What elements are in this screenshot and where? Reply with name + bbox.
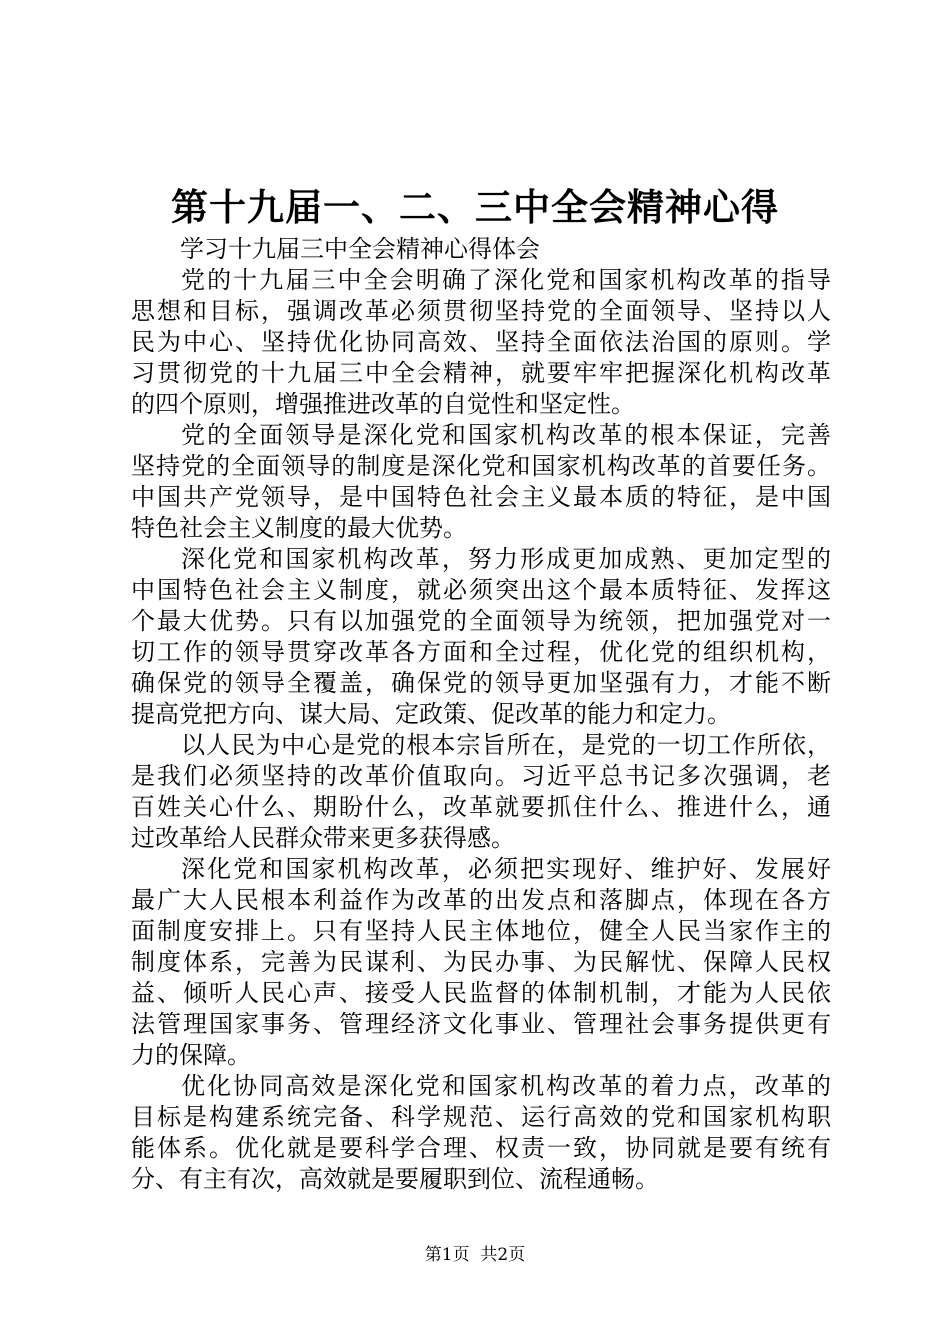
body-text-line: 个最大优势。只有以加强党的全面领导为统领，把加强党对一 (131, 607, 831, 635)
body-text-line: 是我们必须坚持的改革价值取向。习近平总书记多次强调，老 (131, 762, 831, 790)
body-text-line: 目标是构建系统完备、科学规范、运行高效的党和国家机构职 (131, 1103, 831, 1131)
body-text-line: 面制度安排上。只有坚持人民主体地位，健全人民当家作主的 (131, 917, 831, 945)
body-text-line: 切工作的领导贯穿改革各方面和全过程，优化党的组织机构， (131, 638, 831, 666)
body-text-line: 中国特色社会主义制度，就必须突出这个最本质特征、发挥这 (131, 576, 831, 604)
body-text-line: 的四个原则，增强推进改革的自觉性和坚定性。 (131, 390, 635, 418)
document-body (131, 265, 831, 1195)
document-subtitle: 学习十九届三中全会精神心得体会 (180, 235, 540, 263)
body-text-line: 党的十九届三中全会明确了深化党和国家机构改革的指导 (181, 266, 831, 294)
body-text-line: 民为中心、坚持优化协同高效、坚持全面依法治国的原则。学 (131, 328, 831, 356)
body-text-line: 能体系。优化就是要科学合理、权责一致，协同就是要有统有 (131, 1134, 831, 1162)
body-text-line: 过改革给人民群众带来更多获得感。 (131, 824, 515, 852)
body-text-line: 坚持党的全面领导的制度是深化党和国家机构改革的首要任务。 (131, 452, 831, 480)
body-text-line: 分、有主有次，高效就是要履职到位、流程通畅。 (131, 1165, 659, 1193)
body-text-line: 党的全面领导是深化党和国家机构改革的根本保证，完善 (181, 421, 831, 449)
body-text-line: 益、倾听人民心声、接受人民监督的体制机制，才能为人民依 (131, 979, 831, 1007)
body-text-line: 习贯彻党的十九届三中全会精神，就要牢牢把握深化机构改革 (131, 359, 831, 387)
body-text-line: 深化党和国家机构改革，努力形成更加成熟、更加定型的 (181, 545, 831, 573)
body-text-line: 以人民为中心是党的根本宗旨所在，是党的一切工作所依， (181, 731, 831, 759)
body-text-line: 思想和目标，强调改革必须贯彻坚持党的全面领导、坚持以人 (131, 297, 831, 325)
body-text-line: 深化党和国家机构改革，必须把实现好、维护好、发展好 (181, 855, 831, 883)
document-title: 第十九届一、二、三中全会精神心得 (171, 186, 779, 229)
page-footer: 第1页 共2页 (424, 1245, 526, 1265)
body-text-line: 制度体系，完善为民谋利、为民办事、为民解忧、保障人民权 (131, 948, 831, 976)
body-text-line: 法管理国家事务、管理经济文化事业、管理社会事务提供更有 (131, 1010, 831, 1038)
body-text-line: 提高党把方向、谋大局、定政策、促改革的能力和定力。 (131, 700, 731, 728)
body-text-line: 特色社会主义制度的最大优势。 (131, 514, 467, 542)
body-text-line: 最广大人民根本利益作为改革的出发点和落脚点，体现在各方 (131, 886, 831, 914)
body-text-line: 优化协同高效是深化党和国家机构改革的着力点，改革的 (181, 1072, 831, 1100)
body-text-line: 确保党的领导全覆盖，确保党的领导更加坚强有力，才能不断 (131, 669, 831, 697)
body-text-line: 百姓关心什么、期盼什么，改革就要抓住什么、推进什么，通 (131, 793, 831, 821)
body-text-line: 力的保障。 (131, 1041, 251, 1069)
body-text-line: 中国共产党领导，是中国特色社会主义最本质的特征，是中国 (131, 483, 831, 511)
